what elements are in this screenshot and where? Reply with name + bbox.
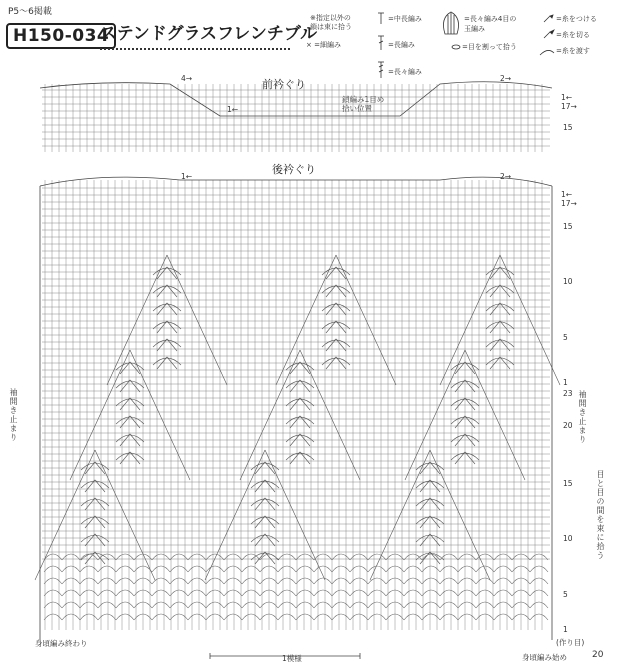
scallop-arc	[62, 566, 80, 572]
scallop-arc	[62, 578, 80, 584]
scallop-arc	[98, 578, 116, 584]
back-row-label: 1	[563, 625, 568, 634]
scallop-arc	[152, 614, 170, 620]
scallop-arc	[170, 602, 188, 608]
back-row-label: 10	[563, 534, 573, 543]
scallop-arc	[44, 614, 62, 620]
scallop-arc	[224, 602, 242, 608]
scallop-arc	[422, 578, 440, 584]
pineapple-fan	[81, 535, 109, 542]
legend-attach: =糸をつける	[556, 15, 597, 23]
scallop-arc	[458, 602, 476, 608]
scallop-arc	[44, 590, 62, 596]
pineapple-spine	[240, 350, 360, 480]
legend-note-2: 鎖は束に拾う	[310, 23, 352, 31]
scallop-arc	[152, 590, 170, 596]
pineapple-stitch	[290, 380, 310, 392]
scallop-arc	[440, 566, 458, 572]
neck-marker: 4→	[181, 74, 193, 83]
neck-marker: 2→	[500, 172, 512, 181]
scallop-arc	[206, 614, 224, 620]
scallop-arc	[80, 614, 98, 620]
scallop-arc	[116, 590, 134, 596]
scallop-arc	[350, 590, 368, 596]
legend-puff-2: 玉編み	[464, 25, 485, 33]
scallop-arc	[278, 578, 296, 584]
pattern-code: H150-034	[6, 23, 116, 49]
pineapple-fan	[116, 381, 144, 388]
scallop-arc	[422, 614, 440, 620]
bottom-arrow	[210, 653, 360, 659]
scallop-arc	[224, 578, 242, 584]
chart-outline	[40, 82, 552, 640]
legend-puff-1: =長々編み4目の	[464, 15, 517, 23]
scallop-arc	[314, 566, 332, 572]
scallop-arc	[440, 590, 458, 596]
scallop-arc	[62, 614, 80, 620]
scallop-arc	[458, 614, 476, 620]
legend-pass: =糸を渡す	[556, 47, 590, 55]
pineapple-stitch	[120, 362, 140, 374]
neck-marker: 1←	[181, 172, 193, 181]
scallop-arc	[476, 578, 494, 584]
pineapple-stitch	[326, 303, 346, 315]
scallop-arc	[206, 566, 224, 572]
pineapple-fan	[116, 363, 144, 370]
pineapple-spine	[107, 255, 227, 385]
pineapple-stitch	[290, 398, 310, 410]
scallop-arc	[440, 614, 458, 620]
scallop-arc	[224, 566, 242, 572]
scallop-arc	[170, 614, 188, 620]
front-row-label: 1←	[561, 93, 573, 102]
scallop-arc	[314, 590, 332, 596]
pineapple-fan	[116, 435, 144, 442]
scallop-arc	[98, 566, 116, 572]
back-row-label: 1	[563, 378, 568, 387]
pineapple-stitch	[120, 380, 140, 392]
scallop-arc	[278, 566, 296, 572]
scallop-arc	[440, 578, 458, 584]
pineapple-stitch	[326, 285, 346, 297]
scallop-arc	[296, 566, 314, 572]
pineapple-fan	[81, 517, 109, 524]
scallop-arc	[152, 602, 170, 608]
scallop-arc	[242, 602, 260, 608]
armhole-right-label: 袖開き止まり	[578, 390, 587, 444]
back-row-label: 20	[563, 421, 573, 430]
scallop-arc	[170, 578, 188, 584]
back-row-label: 5	[563, 590, 568, 599]
legend-cut: =糸を切る	[556, 31, 590, 39]
scallop-arc	[44, 602, 62, 608]
scallop-arc	[332, 614, 350, 620]
scallop-arc	[404, 578, 422, 584]
repeat-label: 1模様	[282, 654, 302, 663]
pass-icon	[540, 50, 554, 55]
pattern-title: ステンドグラスフレンチブル	[100, 24, 318, 44]
scallop-arc	[422, 566, 440, 572]
scallop-arc	[368, 614, 386, 620]
split-icon	[452, 45, 460, 49]
pineapple-stitch	[85, 498, 105, 510]
scallop-arc	[458, 566, 476, 572]
scallop-arc	[98, 602, 116, 608]
scallop-arc	[278, 590, 296, 596]
scallop-arc	[116, 602, 134, 608]
scallop-arc	[422, 602, 440, 608]
neck-marker: 2→	[500, 74, 512, 83]
legend-note-1: ※指定以外の	[310, 14, 351, 22]
neck-note-2: 拾い位置	[342, 104, 372, 113]
scallop-arc	[494, 614, 512, 620]
scallop-arc	[170, 590, 188, 596]
scallop-arc	[188, 566, 206, 572]
scallop-arc	[530, 590, 548, 596]
legend-icons	[378, 12, 554, 78]
armhole-left-label: 袖開き止まり	[9, 388, 18, 442]
front-row-label: 15	[563, 123, 573, 132]
neck-marker: 1←	[227, 105, 239, 114]
scallop-arc	[206, 602, 224, 608]
scallop-arc	[440, 602, 458, 608]
scallop-arc	[242, 614, 260, 620]
scallop-arc	[188, 614, 206, 620]
scallop-arc	[242, 590, 260, 596]
scallop-arc	[404, 602, 422, 608]
bottom-start-label: 身頃編み始め	[522, 653, 567, 662]
scallop-arc	[404, 614, 422, 620]
scallop-arc	[404, 590, 422, 596]
scallop-arc	[476, 590, 494, 596]
scallop-arc	[350, 578, 368, 584]
bottom-scallops	[44, 554, 548, 620]
pineapple-spine	[276, 255, 396, 385]
back-row-label: 5	[563, 333, 568, 342]
front-neck-label: 前衿ぐり	[262, 78, 306, 91]
scallop-arc	[476, 602, 494, 608]
scallop-arc	[62, 602, 80, 608]
pineapple-spine	[70, 350, 190, 480]
scallop-arc	[296, 578, 314, 584]
scallop-arc	[368, 590, 386, 596]
back-row-label: 23	[563, 389, 573, 398]
scallop-arc	[278, 614, 296, 620]
scallop-arc	[188, 578, 206, 584]
scallop-arc	[242, 566, 260, 572]
front-body-grid	[42, 84, 550, 152]
pineapple-stitch	[255, 516, 275, 528]
scallop-arc	[44, 566, 62, 572]
pineapple-stitch	[326, 321, 346, 333]
scallop-arc	[296, 590, 314, 596]
neck-note-1: 鎖編み1目め	[342, 95, 385, 104]
scallop-arc	[314, 614, 332, 620]
pineapple-spine	[35, 450, 155, 580]
legend-split: =目を割って拾う	[462, 43, 517, 51]
scallop-arc	[296, 614, 314, 620]
scallop-arc	[422, 590, 440, 596]
scallop-arc	[116, 614, 134, 620]
scallop-arc	[44, 578, 62, 584]
scallop-arc	[332, 602, 350, 608]
double-icon	[378, 36, 384, 50]
back-row-label: 1←	[561, 190, 573, 199]
pineapple-stitch	[255, 498, 275, 510]
scallop-arc	[62, 590, 80, 596]
pineapple-stitch	[120, 398, 140, 410]
attach-icon	[544, 15, 553, 22]
pineapple-stitch	[326, 267, 346, 279]
scallop-arc	[332, 590, 350, 596]
scallop-arc	[458, 578, 476, 584]
cut-icon	[544, 30, 554, 38]
scallop-arc	[116, 578, 134, 584]
back-row-label: 17→	[561, 199, 577, 208]
scallop-arc	[116, 566, 134, 572]
back-neck-outline	[40, 177, 552, 186]
page-number: 20	[592, 650, 604, 660]
scallop-arc	[530, 602, 548, 608]
pineapple-stitch	[157, 321, 177, 333]
pineapple-spine	[205, 450, 325, 580]
scallop-arc	[350, 566, 368, 572]
scallop-arc	[98, 590, 116, 596]
legend-half-double: =中長編み	[388, 15, 422, 23]
scallop-arc	[458, 590, 476, 596]
scallop-arc	[206, 578, 224, 584]
scallop-arc	[404, 566, 422, 572]
pineapple-stitch	[255, 534, 275, 546]
legend-double: =長編み	[388, 41, 415, 49]
side-note-label: 目と目の間を束に拾う	[596, 470, 605, 560]
scallop-arc	[188, 590, 206, 596]
scallop-arc	[494, 578, 512, 584]
scallop-arc	[296, 602, 314, 608]
scallop-arc	[314, 578, 332, 584]
puff-icon	[443, 12, 458, 34]
pineapple-stitch	[85, 516, 105, 528]
scallop-arc	[350, 602, 368, 608]
legend-single: × =細編み	[306, 41, 341, 49]
scallop-arc	[332, 578, 350, 584]
front-row-label: 17→	[561, 102, 577, 111]
pineapple-stitch	[85, 534, 105, 546]
scallop-arc	[494, 566, 512, 572]
scallop-arc	[224, 614, 242, 620]
scallop-arc	[152, 566, 170, 572]
back-neck-label: 後衿ぐり	[272, 163, 316, 176]
scallop-arc	[98, 614, 116, 620]
legend-triple: =長々編み	[388, 68, 422, 76]
scallop-arc	[350, 614, 368, 620]
scallop-arc	[494, 602, 512, 608]
triple-icon	[378, 62, 384, 78]
scallop-arc	[476, 614, 494, 620]
scallop-arc	[224, 590, 242, 596]
scallop-arc	[80, 566, 98, 572]
pineapple-fan	[116, 417, 144, 424]
scallop-arc	[530, 578, 548, 584]
back-row-label: 10	[563, 277, 573, 286]
scallop-arc	[206, 590, 224, 596]
scallop-arc	[530, 614, 548, 620]
back-body-grid	[42, 180, 550, 630]
scallop-arc	[368, 566, 386, 572]
pineapple-stitch	[157, 303, 177, 315]
scallop-arc	[170, 566, 188, 572]
scallop-arc	[278, 602, 296, 608]
scallop-arc	[242, 578, 260, 584]
back-row-label: 15	[563, 479, 573, 488]
scallop-arc	[314, 602, 332, 608]
scallop-arc	[530, 566, 548, 572]
back-row-label: 15	[563, 222, 573, 231]
scallop-arc	[494, 590, 512, 596]
pineapple-fan	[81, 499, 109, 506]
scallop-arc	[188, 602, 206, 608]
scallop-arc	[368, 602, 386, 608]
page-reference: P5～6掲載	[8, 7, 52, 17]
half-double-icon	[378, 13, 384, 24]
pineapple-fan	[81, 463, 109, 470]
scallop-arc	[80, 578, 98, 584]
pineapple-stitch	[157, 285, 177, 297]
pineapple-stitch	[290, 362, 310, 374]
bottom-end-label: 身頃編み終わり	[35, 639, 88, 648]
scallop-arc	[332, 566, 350, 572]
pineapple-stitch	[157, 267, 177, 279]
back-row-label: (作り目)	[556, 638, 585, 647]
scallop-arc	[80, 602, 98, 608]
scallop-arc	[80, 590, 98, 596]
